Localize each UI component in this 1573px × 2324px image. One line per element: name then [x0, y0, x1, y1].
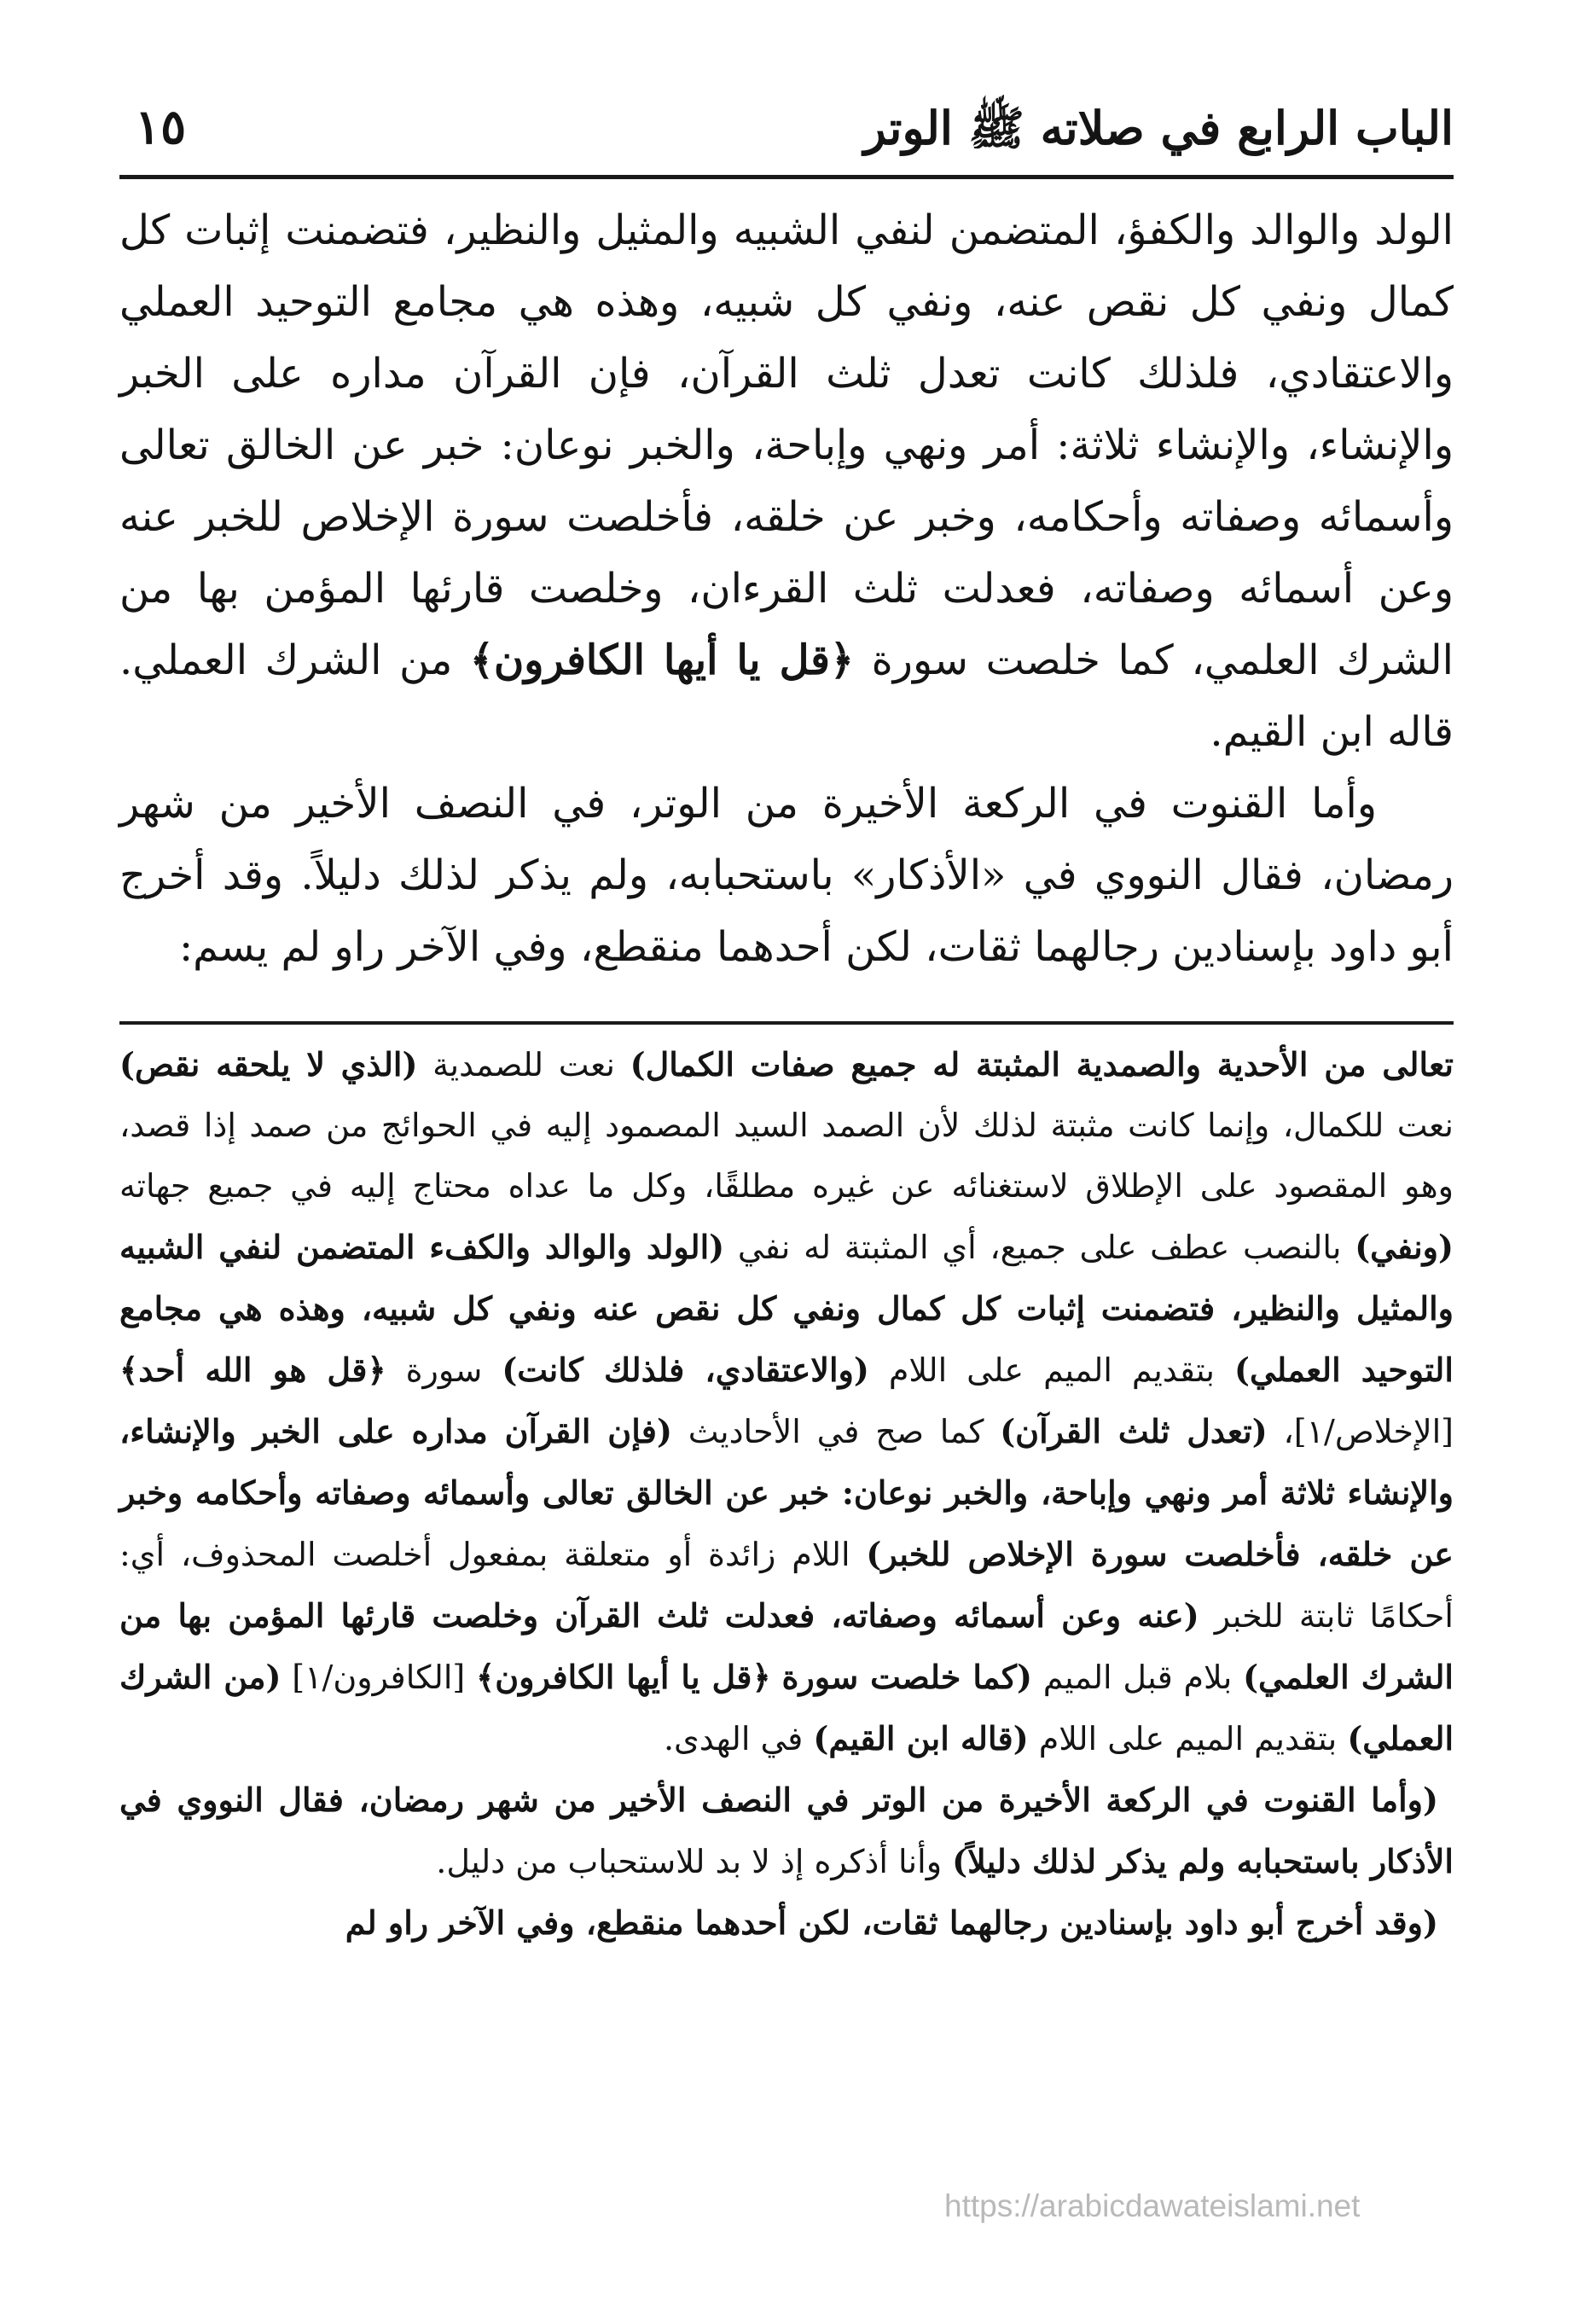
- quran-quote-ikhlas: ﴿قل هو الله أحد﴾: [119, 1351, 386, 1389]
- commentary-segment: (الذي لا يلحقه نقص): [119, 1045, 418, 1084]
- main-text: [119, 195, 1454, 983]
- commentary-segment: (وأما القنوت في الركعة الأخيرة من الوتر في النصف الأخير من شهر رمضان، فقال النووي في الأذكار باستحبابه ولم يذكر لذلك دليلاً): [119, 1781, 1454, 1880]
- commentary-paragraph-2: [119, 1769, 1454, 1892]
- commentary-segment: نعت للصمدية: [432, 1046, 615, 1084]
- main-paragraph-1-text: الولد والوالد والكفؤ، المتضمن لنفي الشبيه والمثيل والنظير، فتضمنت إثبات كل كمال ونفي كل نقص عنه، ونفي كل شبيه، وهذه هي مجامع التوحيد العملي والاعتقادي، فلذلك كانت تعدل ثلث القرآن، فإن القرآن مداره على الخبر والإنشاء، والإنشاء ثلاثة: أمر ونهي وإباحة، والخبر نوعان: خبر عن الخالق تعالى وأسمائه وصفاته وأحكامه، وخبر عن خلقه، فأخلصت سورة الإخلاص للخبر عنه وعن أسمائه وصفاته، فعدلت ثلث القرءان، وخلصت قارئها المؤمن بها من الشرك العلمي، كما خلصت سورة: [119, 206, 1454, 684]
- page-number: ١٥: [135, 99, 187, 155]
- commentary-segment: (من الشرك العملي): [119, 1658, 1454, 1758]
- commentary-segment: اللام زائدة أو متعلقة بمفعول أخلصت المحذوف، أي: أحكامًا ثابتة للخبر: [119, 1536, 1454, 1635]
- commentary-segment: (قاله ابن القيم): [813, 1719, 1029, 1758]
- commentary-segment: سورة: [405, 1351, 483, 1389]
- source-watermark: https://arabicdawateislami.net: [944, 2188, 1361, 2223]
- commentary-segment: بتقديم الميم على اللام: [888, 1351, 1215, 1389]
- commentary-segment: بتقديم الميم على اللام: [1038, 1720, 1338, 1758]
- commentary-segment: (فإن القرآن مداره على الخبر والإنشاء، والإنشاء ثلاثة أمر ونهي وإباحة، والخبر نوعان: خبر عن الخالق تعالى وأسمائه وصفاته وأحكامه وخبر عن خلقه، فأخلصت سورة الإخلاص للخبر): [119, 1412, 1454, 1573]
- commentary-segment: تعالى من الأحدية والصمدية المثبتة له جميع صفات الكمال): [630, 1045, 1454, 1084]
- verse-reference: [الكافرون/١]: [292, 1659, 466, 1696]
- quran-quote-kafirun: ﴿قل يا أيها الكافرون﴾: [476, 1658, 771, 1696]
- commentary-paragraph-1: [119, 1034, 1454, 1769]
- main-paragraph-1: [119, 195, 1454, 768]
- main-paragraph-1-end: من الشرك العملي. قاله ابن القيم.: [119, 636, 1454, 756]
- commentary-segment: بلام قبل الميم: [1042, 1659, 1233, 1696]
- main-paragraph-2: وأما القنوت في الركعة الأخيرة من الوتر، في النصف الأخير من شهر رمضان، فقال النووي في «الأذكار» باستحبابه، ولم يذكر لذلك دليلاً. وقد أخرج أبو داود بإسنادين رجالهما ثقات، لكن أحدهما منقطع، وفي الآخر راو لم يسم:: [119, 780, 1454, 971]
- commentary-segment: (الولد والوالد والكفء المتضمن لنفي الشبيه والمثيل والنظير، فتضمنت إثبات كل كمال ونفي كل نقص عنه ونفي كل شبيه، وهذه هي مجامع التوحيد العملي): [119, 1228, 1454, 1389]
- commentary-segment: في الهدى.: [663, 1720, 804, 1758]
- commentary-text: [119, 1034, 1454, 1954]
- commentary-segment: نعت للكمال، وإنما كانت مثبتة لذلك لأن الصمد السيد المصمود إليه في الحوائج من صمد إذا قصد، وهو المقصود على الإطلاق لاستغنائه عن غيره مطلقًا، وكل ما عداه محتاج إليه في جميع جهاته: [119, 1107, 1454, 1205]
- commentary-segment: (عنه وعن أسمائه وصفاته، فعدلت ثلث القرآن وخلصت قارئها المؤمن بها من الشرك العلمي): [119, 1596, 1454, 1696]
- commentary-segment: (تعدل ثلث القرآن): [1000, 1412, 1268, 1450]
- commentary-segment: كما صح في الأحاديث: [688, 1413, 984, 1450]
- commentary-segment: (ونفي): [1355, 1228, 1454, 1266]
- commentary-segment: (والاعتقادي، فلذلك كانت): [502, 1351, 869, 1389]
- quran-quote-kafirun: ﴿قل يا أيها الكافرون﴾: [469, 636, 855, 684]
- commentary-segment: وأنا أذكره إذ لا بد للاستحباب من دليل.: [436, 1843, 943, 1880]
- commentary-divider: [119, 1021, 1454, 1025]
- verse-reference: [الإخلاص/١]،: [1283, 1413, 1454, 1450]
- commentary-segment: بالنصب عطف على جميع، أي المثبتة له نفي: [737, 1229, 1342, 1266]
- commentary-segment: (كما خلصت سورة: [781, 1658, 1032, 1696]
- commentary-segment: (وقد أخرج أبو داود بإسنادين رجالهما ثقات، لكن أحدهما منقطع، وفي الآخر راو لم: [345, 1903, 1438, 1942]
- chapter-title: الباب الرابع في صلاته ﷺ الوتر: [863, 101, 1454, 155]
- page-header: [119, 92, 1454, 171]
- commentary-paragraph-3: [119, 1892, 1454, 1954]
- header-divider: [119, 175, 1454, 179]
